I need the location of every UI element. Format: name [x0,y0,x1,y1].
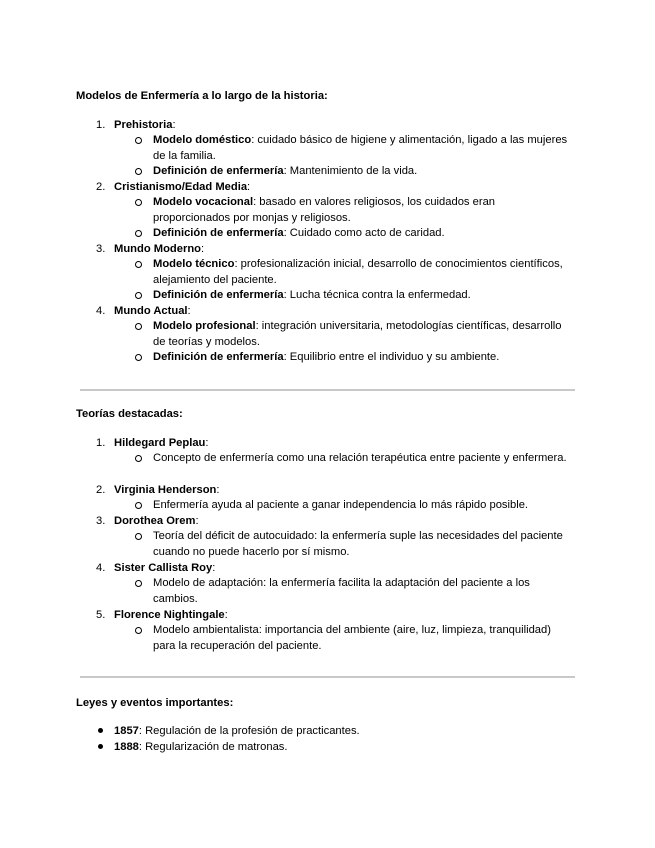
circle-bullet-icon [135,230,142,237]
bullet-icon [98,728,103,733]
circle-bullet-icon [135,261,142,268]
sub-item: Modelo ambientalista: importancia del ambiente (aire, luz, limpieza, tranquilidad) para la recuperación del paciente. [135,623,575,654]
list-item-mundo-actual: 4. Mundo Actual: [96,305,191,317]
item-title: Florence Nightingale [114,609,225,621]
list-item-1857: 1857: Regulación de la profesión de practicantes. [98,724,360,740]
list-item-1888: 1888: Regularización de matronas. [98,740,288,756]
sub-item: Modelo técnico: profesionalización inicial, desarrollo de conocimientos científicos, alejamiento del paciente. [135,257,575,288]
sub-item: Teoría del déficit de autocuidado: la enfermería suple las necesidades del paciente cuando no puede hacerlo por sí mismo. [135,529,575,560]
circle-bullet-icon [135,502,142,509]
list-item-prehistoria: 1. Prehistoria: [96,119,176,131]
list-item-orem: 3. Dorothea Orem: [96,515,199,527]
circle-bullet-icon [135,292,142,299]
circle-bullet-icon [135,199,142,206]
item-title: Cristianismo/Edad Media [114,181,248,193]
sub-item: Definición de enfermería: Cuidado como acto de caridad. [135,226,575,242]
item-title: Prehistoria [114,119,173,131]
bullet-icon [98,744,103,749]
sub-item: Modelo profesional: integración universitaria, metodologías científicas, desarrollo de teorías y modelos. [135,319,575,350]
sub-item: Modelo de adaptación: la enfermería facilita la adaptación del paciente a los cambios. [135,576,575,607]
circle-bullet-icon [135,137,142,144]
list-item-roy: 4. Sister Callista Roy: [96,562,216,574]
sub-item: Definición de enfermería: Equilibrio entre el individuo y su ambiente. [135,350,575,366]
circle-bullet-icon [135,580,142,587]
sub-item: Concepto de enfermería como una relación terapéutica entre paciente y enfermera. [135,451,575,467]
circle-bullet-icon [135,455,142,462]
sub-item: Modelo vocacional: basado en valores religiosos, los cuidados eran proporcionados por monjas y religiosos. [135,195,575,226]
sub-item: Modelo doméstico: cuidado básico de higiene y alimentación, ligado a las mujeres de la familia. [135,133,575,164]
item-title: Mundo Actual [114,305,188,317]
item-title: Mundo Moderno [114,243,201,255]
list-item-nightingale: 5. Florence Nightingale: [96,609,228,621]
section-heading-theories: Teorías destacadas: [76,408,183,420]
item-title: Hildegard Peplau [114,437,206,449]
sub-item: Enfermería ayuda al paciente a ganar independencia lo más rápido posible. [135,498,575,514]
section-heading-laws: Leyes y eventos importantes: [76,697,234,709]
list-item-henderson: 2. Virginia Henderson: [96,484,220,496]
horizontal-divider [80,389,575,391]
list-item-peplau: 1. Hildegard Peplau: [96,437,209,449]
section-heading-models: Modelos de Enfermería a lo largo de la historia: [76,90,328,102]
list-item-cristianismo: 2. Cristianismo/Edad Media: [96,181,251,193]
circle-bullet-icon [135,533,142,540]
sub-item: Definición de enfermería: Lucha técnica contra la enfermedad. [135,288,575,304]
circle-bullet-icon [135,627,142,634]
circle-bullet-icon [135,354,142,361]
sub-item: Definición de enfermería: Mantenimiento de la vida. [135,164,575,180]
item-title: Dorothea Orem [114,515,196,527]
item-title: Sister Callista Roy [114,562,213,574]
list-item-mundo-moderno: 3. Mundo Moderno: [96,243,205,255]
circle-bullet-icon [135,168,142,175]
horizontal-divider [80,676,575,678]
item-title: Virginia Henderson [114,484,217,496]
circle-bullet-icon [135,323,142,330]
